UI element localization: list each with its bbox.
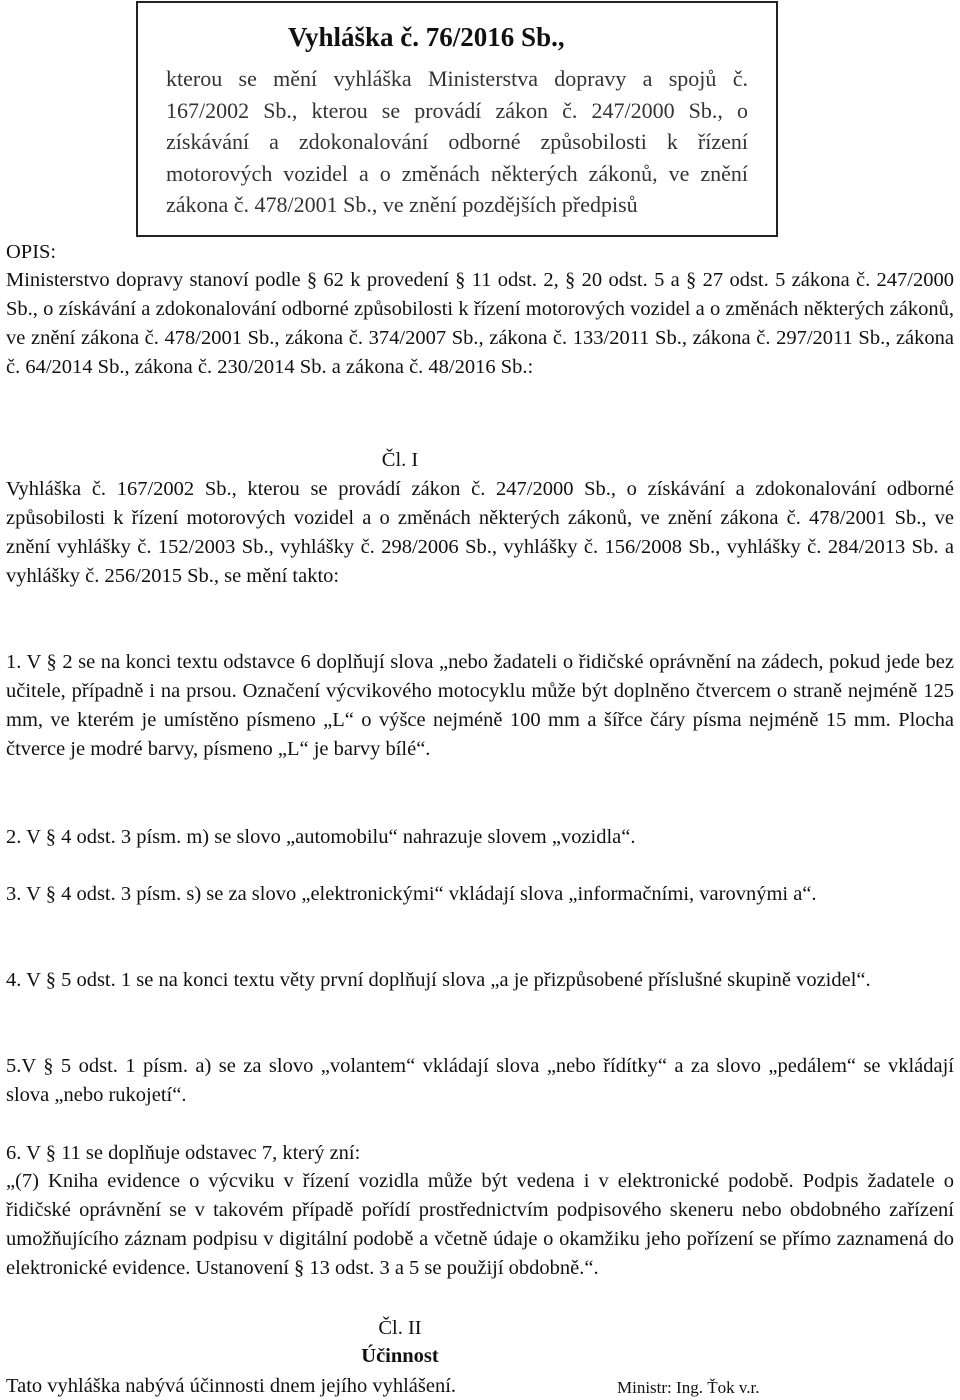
article-1-heading: Čl. I [381, 449, 419, 471]
title-box [136, 1, 778, 237]
effectivity-text: Tato vyhláška nabývá účinnosti dnem jejího vyhlášení. [6, 1375, 457, 1397]
document-title: Vyhláška č. 76/2016 Sb., [288, 22, 565, 52]
minister-signature: Ministr: Ing. Ťok v.r. [617, 1378, 760, 1397]
article-2-subheading: Účinnost [361, 1345, 439, 1367]
amendment-item-3: 3. V § 4 odst. 3 písm. s) se za slovo „elektronickými“ vkládají slova „informačními, varovnými a“. [6, 883, 817, 905]
amendment-item-6: 6. V § 11 se doplňuje odstavec 7, který zní: [6, 1142, 361, 1164]
amendment-quote: „(7) Kniha evidence o výcviku v řízení vozidla může být vedena i v elektronické podobě. Podpis žadatele o řidičské oprávnění se v takovém případě pořídí prostřednictvím podpisového skeneru nebo obdobného zařízení umožňujícího záznam podpisu v digitální podobě a včetně údaje o okamžiku jeho pořízení se přímo zaznamená do elektronické evidence. Ustanovení § 13 odst. 3 a 5 se použijí obdobně.“. [6, 1170, 954, 1279]
document-subtitle [166, 63, 748, 221]
article-1-intro: Vyhláška č. 167/2002 Sb., kterou se provádí zákon č. 247/2000 Sb., o získávání a zdokonalování odborné způsobilosti k řízení motorových vozidel a o změnách některých zákonů, ve znění zákona č. 478/2001 Sb., ve znění vyhlášky č. 152/2003 Sb., vyhlášky č. 298/2006 Sb., vyhlášky č. 156/2008 Sb., vyhlášky č. 284/2013 Sb. a vyhlášky č. 256/2015 Sb., se mění takto: [6, 478, 954, 587]
amendment-item-1: 1. V § 2 se na konci textu odstavce 6 doplňují slova „nebo žadateli o řidičské oprávnění na zádech, pokud jede bez učitele, případně i na prsou. Označení výcvikového motocyklu může být doplněno čtvercem o straně nejméně 125 mm, ve kterém je umístěno písmeno „L“ o výšce nejméně 100 mm a šířce čáry písma nejméně 15 mm. Plocha čtverce je modré barvy, písmeno „L“ je barvy bílé“. [6, 651, 954, 760]
opis-text: Ministerstvo dopravy stanoví podle § 62 k provedení § 11 odst. 2, § 20 odst. 5 a § 27 odst. 5 zákona č. 247/2000 Sb., o získávání a zdokonalování odborné způsobilosti k řízení motorových vozidel a o změnách některých zákonů, ve znění zákona č. 478/2001 Sb., zákona č. 374/2007 Sb., zákona č. 133/2011 Sb., zákona č. 297/2011 Sb., zákona č. 64/2014 Sb., zákona č. 230/2014 Sb. a zákona č. 48/2016 Sb.: [6, 269, 954, 378]
subtitle-text: kterou se mění vyhláška Ministerstva dopravy a spojů č. 167/2002 Sb., kterou se provádí zákon č. 247/2000 Sb., o získávání a zdokonalování odborné způsobilosti k řízení motorových vozidel a o změnách některých zákonů, ve znění zákona č. 478/2001 Sb., ve znění pozdějších předpisů [166, 66, 748, 217]
amendment-item-4: 4. V § 5 odst. 1 se na konci textu věty první doplňují slova „a je přizpůsobené příslušné skupině vozidel“. [6, 969, 871, 991]
amendment-item-2: 2. V § 4 odst. 3 písm. m) se slovo „automobilu“ nahrazuje slovem „vozidla“. [6, 826, 636, 848]
opis-label: OPIS: [6, 241, 57, 263]
amendment-item-5: 5.V § 5 odst. 1 písm. a) se za slovo „volantem“ vkládají slova „nebo řídítky“ a za slovo „pedálem“ se vkládají slova „nebo rukojetí“. [6, 1055, 954, 1106]
article-2-heading: Čl. II [378, 1317, 422, 1339]
